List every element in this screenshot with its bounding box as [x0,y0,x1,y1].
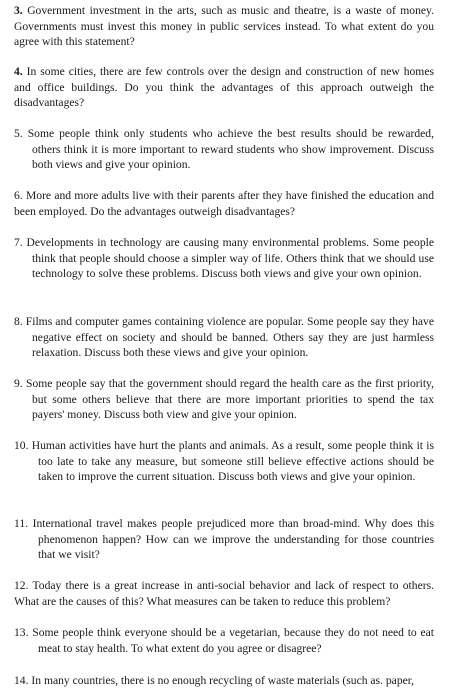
question-text: International travel makes people prejudiced more than broad-mind. Why does this phenomenon happen? How can we improve the understanding for those countries that we visit? [32,517,434,562]
question-text: Today there is a great increase in anti-social behavior and lack of respect to others. What are the causes of this? What measures can be taken to reduce this problem? [14,579,434,608]
question-13 [14,625,434,656]
question-number: 11. [14,517,29,530]
question-number: 6. [14,189,23,202]
question-text: Developments in technology are causing many environmental problems. Some people think that people should choose a simpler way of life. Others think that we should use technology to solve these problems. Discuss both views and give your own opinion. [26,236,434,281]
question-text: More and more adults live with their parents after they have finished the education and been employed. Do the advantages outweigh disadvantages? [14,189,434,218]
question-number: 7. [14,236,23,249]
question-text: In many countries, there is no enough recycling of waste materials (such as. paper, [31,674,415,687]
question-number: 14. [14,674,29,687]
question-text: Government investment in the arts, such as music and theatre, is a waste of money. Governments must invest this money in public services instead. To what extent do you agree with this statement? [14,4,434,49]
question-7 [14,235,434,282]
question-11 [14,516,434,563]
question-text: In some cities, there are few controls over the design and construction of new homes and office buildings. Do you think the advantages of this approach outweigh the disadvantages? [14,65,434,110]
question-text: Human activities have hurt the plants and animals. As a result, some people think it is too late to take any measure, but someone still believe effective actions should be taken to improve the current situation. Discuss both views and give your opinion. [31,439,434,484]
question-text: Films and computer games containing violence are popular. Some people say they have negative effect on society and should be banned. Others say they are just harmless relaxation. Discuss both these views and give your opinion. [25,315,434,360]
question-8 [14,314,434,361]
question-number: 9. [14,377,23,390]
question-text: Some people say that the government should regard the health care as the first priority, but some others believe that there are more important priorities to spend the tax payers' money. Discuss both view and give your opinion. [26,377,434,422]
question-4 [14,64,434,111]
question-5 [14,126,434,173]
question-number: 13. [14,626,29,639]
question-text: Some people think only students who achieve the best results should be rewarded, others think it is more important to reward students who show improvement. Discuss both views and give your opinion. [27,127,434,172]
question-number: 4. [14,65,23,78]
question-14 [14,673,434,689]
question-number: 12. [14,579,29,592]
question-6 [14,188,434,219]
question-text: Some people think everyone should be a vegetarian, because they do not need to eat meat to stay health. To what extent do you agree or disagree? [32,626,434,655]
question-9 [14,376,434,423]
question-number: 3. [14,4,23,17]
question-number: 8. [14,315,23,328]
question-12 [14,578,434,609]
question-10 [14,438,434,485]
question-number: 5. [14,127,23,140]
question-3 [14,3,434,50]
question-number: 10. [14,439,29,452]
